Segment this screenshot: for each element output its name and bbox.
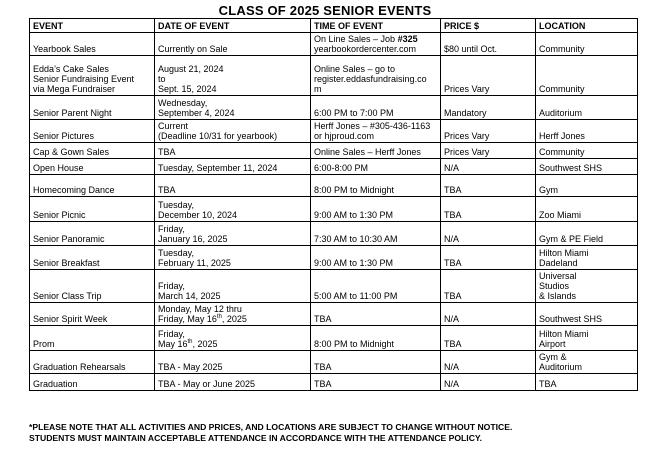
event-line: Senior Fundraising Event [33, 74, 135, 84]
event-line: Senior Class Trip [33, 291, 102, 301]
time-line: 8:00 PM to Midnight [314, 339, 395, 349]
cell-time [311, 351, 441, 374]
time-line: 7:30 AM to 10:30 AM [314, 234, 398, 244]
events-table-body [30, 33, 638, 391]
date-line: to [158, 74, 166, 84]
date-line: Wednesday, [158, 98, 208, 108]
date-line: Friday, May 16th, 2025 [158, 314, 247, 324]
cell-time [311, 197, 441, 222]
column-header-event: EVENT [30, 19, 155, 33]
cell-event [30, 175, 155, 197]
cell-date [155, 197, 311, 222]
location-line: Universal [539, 271, 577, 281]
cell-event [30, 303, 155, 326]
price-line: Prices Vary [444, 147, 490, 157]
time-line: Online Sales – Herff Jones [314, 147, 421, 157]
table-row [30, 326, 638, 351]
date-line: TBA [158, 147, 176, 157]
table-row [30, 143, 638, 159]
table-row [30, 270, 638, 303]
cell-date [155, 374, 311, 391]
cell-price [441, 351, 536, 374]
table-row [30, 120, 638, 143]
cell-date [155, 175, 311, 197]
cell-location [536, 246, 638, 270]
table-row [30, 222, 638, 246]
cell-event [30, 222, 155, 246]
cell-location [536, 96, 638, 120]
cell-price [441, 56, 536, 96]
price-line: Prices Vary [444, 84, 490, 94]
date-line: February 11, 2025 [158, 258, 231, 268]
date-line: May 16th, 2025 [158, 339, 218, 349]
price-line: TBA [444, 291, 462, 301]
cell-price [441, 175, 536, 197]
cell-event [30, 120, 155, 143]
event-line: Senior Pictures [33, 131, 95, 141]
table-header-row [30, 19, 638, 33]
date-line: December 10, 2024 [158, 210, 238, 220]
column-header-location: LOCATION [536, 19, 638, 33]
price-line: TBA [444, 185, 462, 195]
cell-date [155, 351, 311, 374]
time-line: or hjproud.com [314, 131, 375, 141]
location-line: Gym [539, 185, 558, 195]
event-line: Yearbook Sales [33, 44, 96, 54]
event-line: Senior Panoramic [33, 234, 105, 244]
cell-price [441, 303, 536, 326]
table-row [30, 303, 638, 326]
cell-location [536, 143, 638, 159]
event-line: Senior Parent Night [33, 108, 112, 118]
cell-event [30, 33, 155, 56]
cell-price [441, 374, 536, 391]
price-line: N/A [444, 163, 460, 173]
cell-price [441, 197, 536, 222]
cell-time [311, 326, 441, 351]
table-row [30, 197, 638, 222]
cell-price [441, 270, 536, 303]
date-line: August 21, 2024 [158, 64, 224, 74]
date-line: September 4, 2024 [158, 108, 235, 118]
time-line: yearbookordercenter.com [314, 44, 417, 54]
price-line: TBA [444, 210, 462, 220]
notice-line: STUDENTS MUST MAINTAIN ACCEPTABLE ATTENDANCE IN ACCORDANCE WITH THE ATTENDANCE POLICY. [29, 433, 483, 443]
location-line: Hilton Miami [539, 248, 589, 258]
events-table [29, 18, 638, 391]
cell-time [311, 120, 441, 143]
time-line: 9:00 AM to 1:30 PM [314, 210, 394, 220]
cell-price [441, 143, 536, 159]
cell-location [536, 197, 638, 222]
cell-date [155, 303, 311, 326]
cell-date [155, 159, 311, 175]
cell-event [30, 270, 155, 303]
cell-date [155, 270, 311, 303]
event-line: via Mega Fundraiser [33, 84, 116, 94]
cell-location [536, 159, 638, 175]
date-line: January 16, 2025 [158, 234, 228, 244]
cell-date [155, 326, 311, 351]
time-line: Herff Jones – #305-436-1163 [314, 121, 431, 131]
location-line: Gym & PE Field [539, 234, 604, 244]
attendance-notice [29, 422, 641, 444]
time-line: TBA [314, 379, 332, 389]
time-line: 6:00 PM to 7:00 PM [314, 108, 394, 118]
location-line: Community [539, 147, 585, 157]
table-row [30, 33, 638, 56]
cell-location [536, 56, 638, 96]
date-line: Current [158, 121, 189, 131]
location-line: Community [539, 44, 585, 54]
cell-date [155, 33, 311, 56]
cell-location [536, 120, 638, 143]
cell-location [536, 374, 638, 391]
date-line: Friday, [158, 224, 185, 234]
cell-time [311, 143, 441, 159]
date-line: (Deadline 10/31 for yearbook) [158, 131, 278, 141]
date-line: March 14, 2025 [158, 291, 221, 301]
location-line: Southwest SHS [539, 314, 603, 324]
cell-event [30, 326, 155, 351]
date-line: Tuesday, [158, 200, 195, 210]
cell-price [441, 96, 536, 120]
event-line: Senior Picnic [33, 210, 86, 220]
cell-event [30, 56, 155, 96]
event-line: Prom [33, 339, 55, 349]
event-line: Graduation Rehearsals [33, 362, 126, 372]
location-line: Community [539, 84, 585, 94]
cell-location [536, 303, 638, 326]
cell-date [155, 56, 311, 96]
cell-date [155, 96, 311, 120]
table-row [30, 56, 638, 96]
time-line: 8:00 PM to Midnight [314, 185, 395, 195]
event-line: Graduation [33, 379, 78, 389]
cell-time [311, 175, 441, 197]
cell-date [155, 246, 311, 270]
price-line: N/A [444, 234, 460, 244]
price-line: N/A [444, 314, 460, 324]
time-line: register.eddasfundraising.co [314, 74, 427, 84]
table-row [30, 246, 638, 270]
date-line: Monday, May 12 thru [158, 304, 242, 314]
cell-time [311, 96, 441, 120]
cell-location [536, 175, 638, 197]
location-line: Airport [539, 339, 566, 349]
cell-price [441, 159, 536, 175]
cell-price [441, 222, 536, 246]
cell-event [30, 351, 155, 374]
price-line: Prices Vary [444, 131, 490, 141]
cell-event [30, 96, 155, 120]
cell-time [311, 303, 441, 326]
time-line: TBA [314, 362, 332, 372]
cell-time [311, 270, 441, 303]
date-line: TBA [158, 185, 176, 195]
cell-event [30, 143, 155, 159]
table-row [30, 96, 638, 120]
cell-location [536, 270, 638, 303]
cell-time [311, 222, 441, 246]
cell-date [155, 143, 311, 159]
table-row [30, 374, 638, 391]
location-line: Southwest SHS [539, 163, 603, 173]
table-row [30, 175, 638, 197]
date-line: TBA - May or June 2025 [158, 379, 256, 389]
cell-date [155, 120, 311, 143]
date-line: Tuesday, [158, 248, 195, 258]
cell-price [441, 246, 536, 270]
cell-time [311, 246, 441, 270]
price-line: TBA [444, 258, 462, 268]
location-line: & Islands [539, 291, 577, 301]
event-line: Open House [33, 163, 84, 173]
cell-location [536, 222, 638, 246]
time-line: On Line Sales – Job #325 [314, 34, 418, 44]
cell-event [30, 197, 155, 222]
location-line: Dadeland [539, 258, 578, 268]
price-line: Mandatory [444, 108, 487, 118]
cell-event [30, 374, 155, 391]
event-line: Homecoming Dance [33, 185, 115, 195]
cell-price [441, 326, 536, 351]
page-title: CLASS OF 2025 SENIOR EVENTS [218, 3, 432, 18]
event-line: Senior Spirit Week [33, 314, 108, 324]
cell-time [311, 33, 441, 56]
date-line: TBA - May 2025 [158, 362, 223, 372]
cell-date [155, 222, 311, 246]
cell-location [536, 326, 638, 351]
location-line: Auditorium [539, 108, 583, 118]
price-line: N/A [444, 362, 460, 372]
date-line: Friday, [158, 281, 185, 291]
notice-line: *PLEASE NOTE THAT ALL ACTIVITIES AND PRICES, AND LOCATIONS ARE SUBJECT TO CHANGE WITHOUT NOTICE. [29, 422, 513, 432]
date-line: Currently on Sale [158, 44, 228, 54]
cell-location [536, 351, 638, 374]
cell-location [536, 33, 638, 56]
cell-event [30, 246, 155, 270]
location-line: Studios [539, 281, 570, 291]
column-header-date: DATE OF EVENT [155, 19, 311, 33]
price-line: TBA [444, 339, 462, 349]
time-line: 9:00 AM to 1:30 PM [314, 258, 394, 268]
cell-time [311, 159, 441, 175]
location-line: Zoo Miami [539, 210, 582, 220]
price-line: $80 until Oct. [444, 44, 498, 54]
cell-price [441, 120, 536, 143]
location-line: TBA [539, 379, 557, 389]
cell-price [441, 33, 536, 56]
date-line: Tuesday, September 11, 2024 [158, 163, 278, 173]
price-line: N/A [444, 379, 460, 389]
event-line: Edda’s Cake Sales [33, 64, 109, 74]
time-line: 6:00-8:00 PM [314, 163, 369, 173]
time-line: TBA [314, 314, 332, 324]
column-header-time: TIME OF EVENT [311, 19, 441, 33]
event-line: Senior Breakfast [33, 258, 100, 268]
time-line: m [314, 84, 322, 94]
event-line: Cap & Gown Sales [33, 147, 110, 157]
location-line: Hilton Miami [539, 329, 589, 339]
cell-time [311, 374, 441, 391]
cell-event [30, 159, 155, 175]
cell-time [311, 56, 441, 96]
time-line: 5:00 AM to 11:00 PM [314, 291, 398, 301]
location-line: Herff Jones [539, 131, 585, 141]
column-header-price: PRICE $ [441, 19, 536, 33]
table-row [30, 159, 638, 175]
date-line: Sept. 15, 2024 [158, 84, 217, 94]
location-line: Gym & [539, 352, 567, 362]
time-line: Online Sales – go to [314, 64, 396, 74]
location-line: Auditorium [539, 362, 583, 372]
table-row [30, 351, 638, 374]
date-line: Friday, [158, 329, 185, 339]
